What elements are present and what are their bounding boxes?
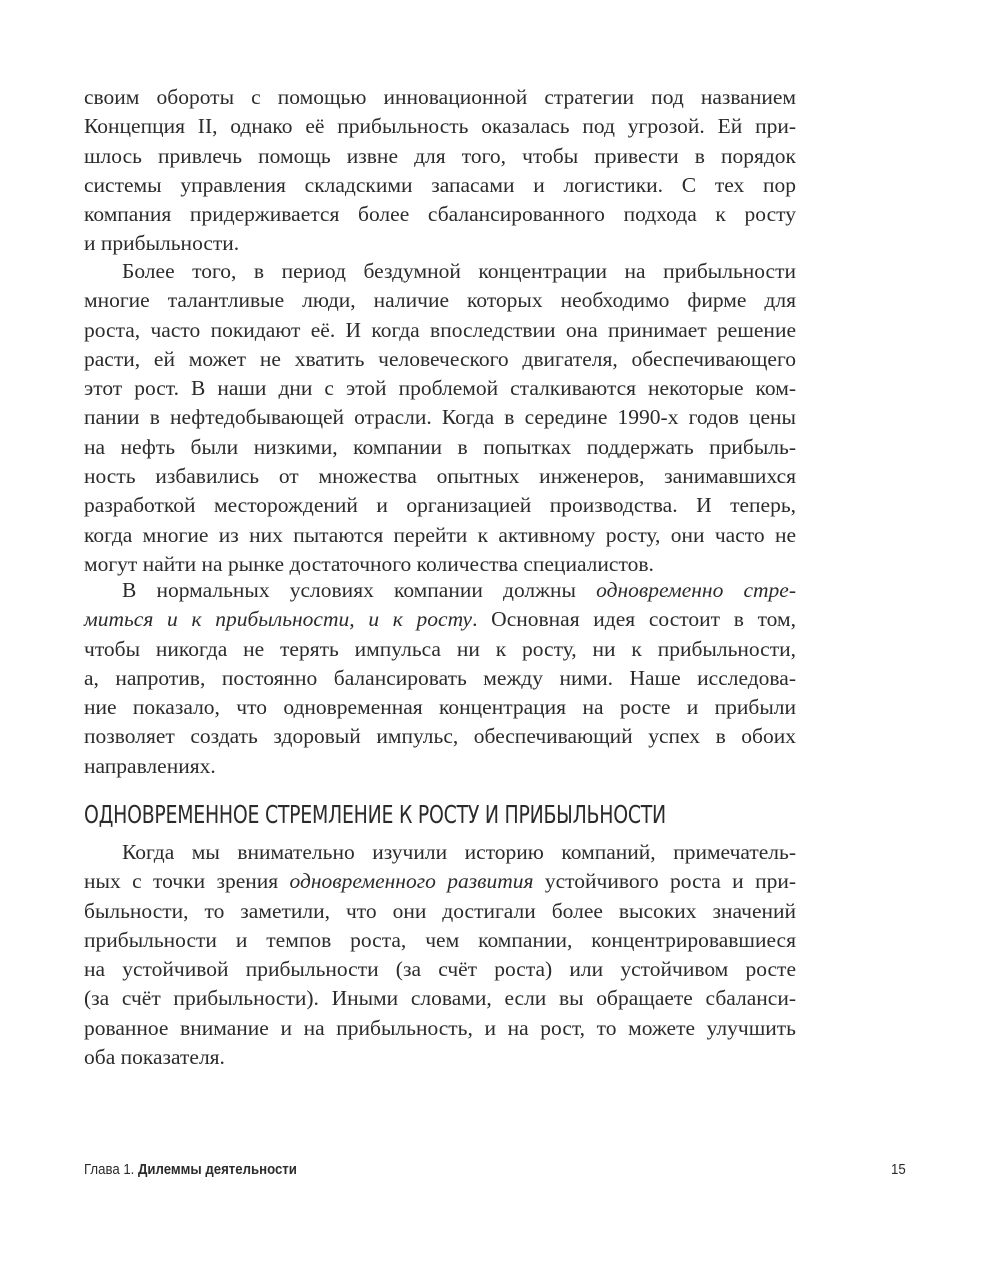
paragraph-line: расти, ей может не хватить человеческого двигателя, обеспечивающего	[84, 346, 796, 371]
paragraph-line: своим обороты с помощью инновационной стратегии под названием	[84, 85, 796, 109]
paragraph-line: системы управления складскими запасами и логистики. С тех пор	[84, 172, 796, 197]
paragraph-line: Более того, в период бездумной концентрации на прибыльности	[122, 259, 796, 283]
chapter-prefix: Глава 1.	[84, 1161, 139, 1178]
paragraph-line	[84, 605, 796, 634]
section-heading: ОДНОВРЕМЕННОЕ СТРЕМЛЕНИЕ К РОСТУ И ПРИБЫЛЬНОСТИ	[84, 800, 666, 829]
paragraph-3	[84, 576, 796, 781]
paragraph-line: прибыльности и темпов роста, чем компании, концентрировавшиеся	[84, 927, 796, 952]
paragraph-line: на устойчивой прибыльности (за счёт роста) или устойчивом росте	[84, 957, 796, 982]
paragraph-line: пании в нефтедобывающей отрасли. Когда в середине 1990-х годов цены	[84, 405, 796, 430]
emphasis-text: миться и к прибыльности, и к росту	[84, 607, 473, 632]
chapter-title: Дилеммы деятельности	[138, 1161, 297, 1178]
paragraph-line: оба показателя.	[84, 1045, 225, 1070]
paragraph-line: на нефть были низкими, компании в попытках поддержать прибыль-	[84, 434, 796, 459]
paragraph-line: шлось привлечь помощь извне для того, чтобы привести в порядок	[84, 143, 796, 168]
paragraph-line: ние показало, что одновременная концентрация на росте и прибыли	[84, 695, 796, 720]
paragraph-line: разработкой месторождений и организацией производства. И теперь,	[84, 493, 796, 518]
paragraph-line: этот рост. В наши дни с этой проблемой сталкиваются некоторые ком-	[84, 376, 796, 401]
paragraph-2	[84, 257, 796, 579]
paragraph-1	[84, 83, 796, 259]
paragraph-line: ность избавились от множества опытных инженеров, занимавшихся	[84, 464, 796, 489]
paragraph-line: роста, часто покидают её. И когда впоследствии она принимает решение	[84, 317, 796, 342]
paragraph-line: могут найти на рынке достаточного количества специалистов.	[84, 551, 654, 576]
paragraph-line: чтобы никогда не терять импульса ни к росту, ни к прибыльности,	[84, 636, 796, 661]
paragraph-line: а, напротив, постоянно балансировать между ними. Наше исследова-	[84, 665, 796, 690]
text-run: В нормальных условиях компании должны	[122, 578, 597, 602]
emphasis-text: одновременного развития	[289, 869, 534, 894]
paragraph-line: Концепция II, однако её прибыльность оказалась под угрозой. Ей при-	[84, 114, 796, 139]
paragraph-line	[84, 576, 796, 605]
paragraph-line: направлениях.	[84, 753, 216, 778]
paragraph-line: позволяет создать здоровый импульс, обеспечивающий успех в обоих	[84, 724, 796, 749]
emphasis-text: одновременно стре-	[596, 578, 796, 602]
running-footer	[84, 1160, 297, 1180]
paragraph-line: многие талантливые люди, наличие которых необходимо фирме для	[84, 288, 796, 313]
paragraph-line	[84, 867, 796, 896]
paragraph-line: быльности, то заметили, что они достигали более высоких значений	[84, 898, 796, 923]
paragraph-line: рованное внимание и на прибыльность, и на рост, то можете улучшить	[84, 1015, 796, 1040]
paragraph-line: когда многие из них пытаются перейти к активному росту, они часто не	[84, 522, 796, 547]
paragraph-4	[84, 838, 796, 1072]
page-number: 15	[891, 1161, 906, 1178]
text-run: ных с точки зрения	[84, 869, 290, 894]
paragraph-line: Когда мы внимательно изучили историю компаний, примечатель-	[122, 840, 796, 864]
paragraph-line: (за счёт прибыльности). Иными словами, если вы обращаете сбаланси-	[84, 986, 796, 1011]
text-run: . Основная идея состоит в том,	[472, 607, 796, 632]
paragraph-line: компания придерживается более сбалансированного подхода к росту	[84, 202, 796, 227]
text-run: устойчивого роста и при-	[533, 869, 796, 894]
paragraph-line: и прибыльности.	[84, 231, 240, 256]
